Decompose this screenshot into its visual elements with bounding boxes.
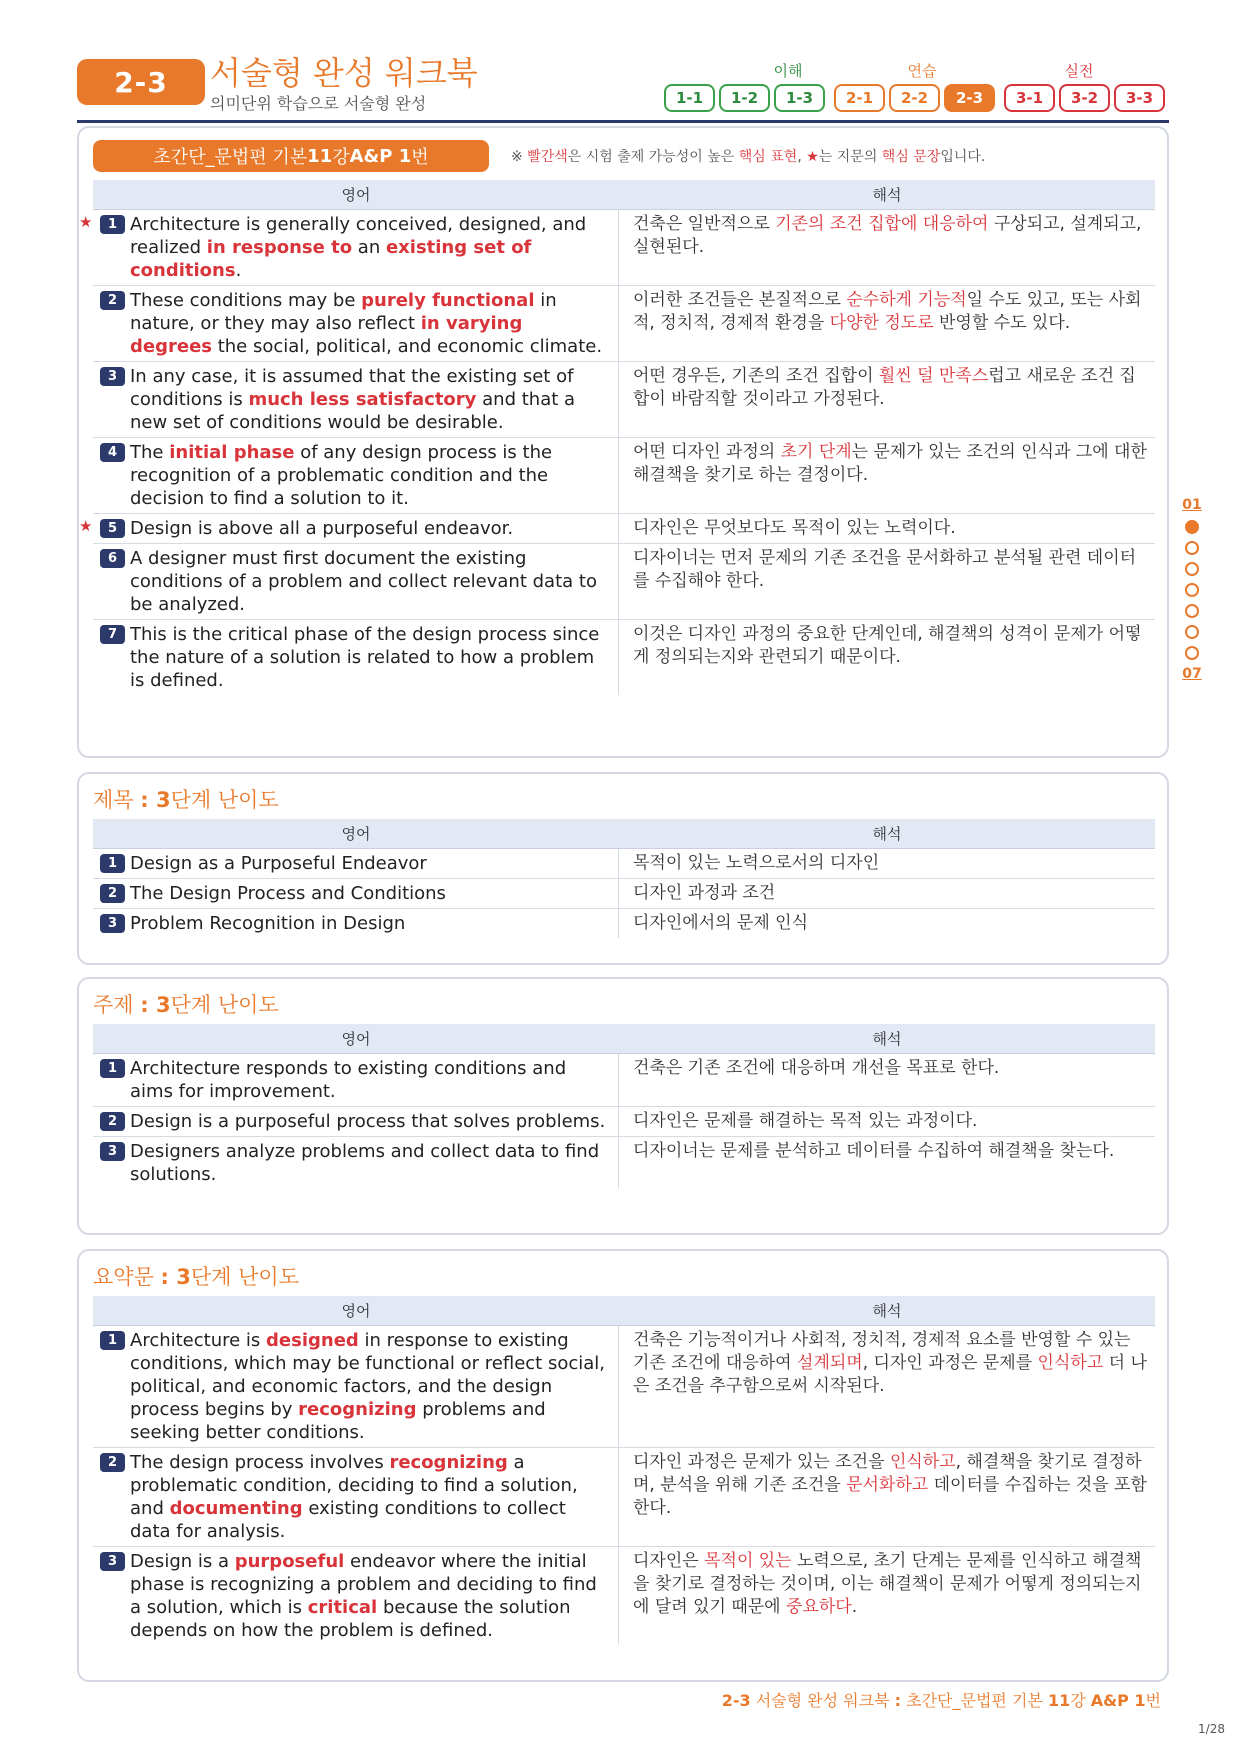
step-3-3[interactable]: 3-3	[1114, 84, 1165, 112]
key-expression: 다양한 정도로	[829, 313, 934, 333]
text-segment: Design is above all a purposeful endeavor.	[130, 518, 514, 539]
step-2-3[interactable]: 2-3	[944, 84, 995, 112]
progress-start-label: 01	[1182, 497, 1202, 513]
text-segment: an	[352, 237, 386, 258]
text-segment: The Design Process and Conditions	[130, 883, 446, 904]
title-rows	[93, 849, 1155, 938]
title-table	[93, 819, 1155, 938]
text-segment: 구상되고, 설계되고, 실현된다.	[633, 214, 1142, 257]
text-segment: .	[851, 1597, 858, 1617]
text-segment: 이것은 디자인 과정의 중요한 단계인데, 해결책의 성격이 문제가 어떻게 정의되는지와 관련되기 때문이다.	[633, 624, 1142, 667]
table-row	[93, 879, 1155, 909]
progress-dot[interactable]	[1185, 604, 1199, 618]
key-expression: existing set of conditions	[130, 237, 532, 281]
text-segment: In any case, it is assumed that the existing set of conditions is	[130, 366, 574, 410]
text-segment: .	[235, 260, 242, 281]
key-expression: in varying degrees	[130, 313, 523, 357]
lesson-tag: 초간단_문법편 기본 11 강 A&P 1 번	[93, 140, 489, 172]
section-title-summary: 요약문 : 3단계 난이도	[93, 1265, 299, 1289]
korean-translation	[619, 849, 1155, 878]
key-expression: recognizing	[298, 1399, 417, 1420]
column-header-english: 영어	[341, 1302, 371, 1320]
text-segment: 디자인은 무엇보다도 목적이 있는 노력이다.	[633, 518, 956, 538]
key-expression: in response to	[206, 237, 353, 258]
table-row	[79, 514, 1155, 544]
key-expression: recognizing	[389, 1452, 508, 1473]
korean-translation	[619, 1137, 1155, 1189]
text-segment: existing conditions to collect data for analysis.	[130, 1498, 566, 1542]
text-segment: The design process involves	[130, 1452, 390, 1473]
text-segment: These conditions may be	[130, 290, 362, 311]
text-segment: in response to existing conditions, which may be functional or reflect social, political, and economic factors, and the design process begins by	[130, 1330, 605, 1420]
key-expression: 중요하다	[786, 1597, 852, 1617]
text-segment: Designers analyze problems and collect data to find solutions.	[130, 1141, 600, 1185]
sentence-number-badge: 5	[100, 519, 125, 538]
key-expression: 훨씬 덜 만족스	[878, 366, 989, 386]
table-header	[93, 1296, 1155, 1326]
key-expression: 초기 단계	[780, 442, 852, 462]
text-segment: and that a new set of conditions would be desirable.	[130, 389, 576, 433]
column-header-translation: 해석	[872, 1030, 902, 1048]
summary-box	[77, 1249, 1169, 1682]
text-segment: The	[130, 442, 170, 463]
group-label-understand: 이해	[773, 62, 803, 80]
korean-translation	[619, 1547, 1155, 1645]
step-3-2[interactable]: 3-2	[1059, 84, 1110, 112]
text-segment: 디자인 과정과 조건	[633, 883, 776, 903]
page-number: 1/28	[1198, 1722, 1225, 1736]
text-segment: , 해결책을 찾기로 결정하며, 분석을 위해 기존 조건을	[633, 1452, 1142, 1495]
text-segment: the social, political, and economic climate.	[211, 336, 603, 357]
table-header	[93, 819, 1155, 849]
text-segment: because the solution depends on how the problem is defined.	[130, 1597, 571, 1641]
text-segment: Design is a	[130, 1551, 235, 1572]
text-segment: 이러한 조건들은 본질적으로	[633, 290, 847, 310]
text-segment: 건축은 기능적이거나 사회적, 정치적, 경제적 요소를 반영할 수 있는 기존 조건에 대응하여	[633, 1330, 1131, 1373]
text-segment: 럽고 새로운 조건 집합이 바람직할 것이라고 가정된다.	[633, 366, 1136, 409]
table-header	[93, 1024, 1155, 1054]
step-1-2[interactable]: 1-2	[719, 84, 770, 112]
column-header-english: 영어	[341, 825, 371, 843]
table-header	[93, 180, 1155, 210]
text-segment: 더 나은 조건을 추구함으로써 시작된다.	[633, 1353, 1147, 1396]
table-row	[93, 1054, 1155, 1107]
table-row	[93, 286, 1155, 362]
table-row	[93, 849, 1155, 879]
progress-end-label: 07	[1182, 666, 1202, 682]
passage-rows	[79, 210, 1155, 695]
key-expression: 문서화하고	[846, 1475, 929, 1495]
english-sentence	[93, 1137, 619, 1189]
key-expression: 설계되며	[797, 1353, 863, 1373]
text-segment: endeavor where the initial phase is recognizing a problem and deciding to find a solution, which is	[130, 1551, 597, 1618]
text-segment: problems and seeking better conditions.	[130, 1399, 546, 1443]
key-expression: initial phase	[169, 442, 295, 463]
table-row	[93, 1326, 1155, 1448]
sentence-number-badge: 3	[100, 914, 125, 933]
sentence-number-badge: 3	[100, 367, 125, 386]
text-segment: 반영할 수도 있다.	[933, 313, 1071, 333]
korean-translation	[619, 544, 1155, 619]
korean-translation	[619, 438, 1155, 513]
english-sentence	[93, 1326, 619, 1447]
step-2-2[interactable]: 2-2	[889, 84, 940, 112]
step-3-1[interactable]: 3-1	[1004, 84, 1055, 112]
text-segment: 디자이너는 문제를 분석하고 데이터를 수집하여 해결책을 찾는다.	[633, 1141, 1115, 1161]
english-sentence	[93, 1547, 619, 1645]
sentence-number-badge: 2	[100, 1112, 125, 1131]
key-expression: documenting	[169, 1498, 303, 1519]
korean-translation	[619, 1107, 1155, 1136]
sentence-progress	[1177, 497, 1207, 682]
text-segment: This is the critical phase of the design process since the nature of a solution is related to how a problem is defined.	[130, 624, 600, 691]
highlight-notice: ※ 빨간색은 시험 출제 가능성이 높은 핵심 표현, ★는 지문의 핵심 문장입니다.	[511, 149, 986, 165]
text-segment: 는 문제가 있는 조건의 인식과 그에 대한 해결책을 찾기로 하는 결정이다.	[633, 442, 1147, 485]
key-expression: purely functional	[361, 290, 535, 311]
page-title: 서술형 완성 워크북	[210, 54, 478, 92]
key-expression: 목적이 있는	[704, 1551, 792, 1571]
key-sentence-star-icon: ★	[79, 517, 93, 535]
text-segment: Design as a Purposeful Endeavor	[130, 853, 427, 874]
text-segment: Design is a purposeful process that solves problems.	[130, 1111, 606, 1132]
sentence-number-badge: 2	[100, 291, 125, 310]
english-sentence	[93, 620, 619, 695]
key-expression: 순수하게 기능적	[846, 290, 967, 310]
text-segment: 디자이너는 먼저 문제의 기존 조건을 문서화하고 분석될 관련 데이터를 수집해야 한다.	[633, 548, 1137, 591]
table-row	[93, 1448, 1155, 1547]
text-segment: 노력으로, 초기 단계는 문제를 인식하고 해결책을 찾기로 결정하는 것이며, 이는 해결책이 문제가 어떻게 정의되는지에 달려 있기 때문에	[633, 1551, 1142, 1617]
sentence-number-badge: 2	[100, 884, 125, 903]
text-segment: in nature, or they may also reflect	[130, 290, 557, 334]
passage-box	[77, 126, 1169, 758]
key-expression: 인식하고	[889, 1452, 956, 1472]
sentence-number-badge: 1	[100, 1059, 125, 1078]
korean-translation	[619, 1054, 1155, 1106]
column-header-english: 영어	[341, 186, 371, 204]
progress-dot[interactable]	[1185, 520, 1199, 534]
progress-dot[interactable]	[1185, 625, 1199, 639]
text-segment: Architecture is	[130, 1330, 267, 1351]
table-row	[93, 620, 1155, 695]
sentence-number-badge: 3	[100, 1142, 125, 1161]
text-segment: 데이터를 수집하는 것을 포함한다.	[633, 1475, 1147, 1518]
progress-dots	[1177, 520, 1207, 660]
text-segment: a problematic condition, deciding to find a solution, and	[130, 1452, 578, 1519]
english-sentence	[93, 879, 619, 908]
korean-translation	[619, 362, 1155, 437]
sentence-number-badge: 4	[100, 443, 125, 462]
korean-translation	[619, 210, 1155, 285]
group-label-real: 실전	[1064, 62, 1094, 80]
sentence-number-badge: 6	[100, 549, 125, 568]
lesson-code-badge: 2-3	[77, 59, 205, 105]
text-segment: 디자인은 문제를 해결하는 목적 있는 과정이다.	[633, 1111, 978, 1131]
english-sentence	[79, 514, 619, 543]
korean-translation	[619, 620, 1155, 695]
text-segment: 일 수도 있고, 또는 사회적, 정치적, 경제적 환경을	[633, 290, 1142, 333]
korean-translation	[619, 1448, 1155, 1546]
korean-translation	[619, 879, 1155, 908]
text-segment: of any design process is the recognition of a problematic condition and the decision to find a solution to it.	[130, 442, 553, 509]
key-expression: purposeful	[234, 1551, 345, 1572]
english-sentence	[93, 1107, 619, 1136]
sentence-number-badge: 1	[100, 854, 125, 873]
text-segment: Problem Recognition in Design	[130, 913, 406, 934]
text-segment: 목적이 있는 노력으로서의 디자인	[633, 853, 880, 873]
key-expression: critical	[307, 1597, 378, 1618]
key-sentence-star-icon: ★	[79, 213, 93, 231]
title-box	[77, 772, 1169, 965]
sentence-number-badge: 3	[100, 1552, 125, 1571]
table-row	[93, 362, 1155, 438]
column-header-translation: 해석	[872, 1302, 902, 1320]
english-sentence	[79, 210, 619, 285]
key-expression: much less satisfactory	[248, 389, 477, 410]
english-sentence	[93, 849, 619, 878]
sentence-number-badge: 2	[100, 1453, 125, 1472]
section-title-theme: 주제 : 3단계 난이도	[93, 993, 279, 1017]
text-segment: 건축은 기존 조건에 대응하며 개선을 목표로 한다.	[633, 1058, 1000, 1078]
summary-table	[93, 1296, 1155, 1645]
progress-dot[interactable]	[1185, 541, 1199, 555]
footer-caption: 2-3 서술형 완성 워크북 : 초간단_문법편 기본 11강 A&P 1번	[721, 1691, 1161, 1710]
table-row	[93, 909, 1155, 938]
text-segment: A designer must first document the existing conditions of a problem and collect relevant data to be analyzed.	[130, 548, 597, 615]
step-1-1[interactable]: 1-1	[664, 84, 715, 112]
progress-dot[interactable]	[1185, 583, 1199, 597]
key-expression: 인식하고	[1037, 1353, 1104, 1373]
header-divider	[77, 120, 1169, 123]
korean-translation	[619, 909, 1155, 938]
sentence-number-badge: 1	[100, 1331, 125, 1350]
english-sentence	[93, 909, 619, 938]
text-segment: , 디자인 과정은 문제를	[862, 1353, 1038, 1373]
english-sentence	[93, 362, 619, 437]
key-expression: 기존의 조건 집합에 대응하여	[775, 214, 989, 234]
table-row	[79, 210, 1155, 286]
passage-table	[79, 180, 1155, 695]
korean-translation	[619, 286, 1155, 361]
column-header-translation: 해석	[872, 186, 902, 204]
text-segment: 디자인에서의 문제 인식	[633, 913, 809, 933]
text-segment: 어떤 디자인 과정의	[633, 442, 781, 462]
korean-translation	[619, 514, 1155, 543]
table-row	[93, 1107, 1155, 1137]
progress-dot[interactable]	[1185, 646, 1199, 660]
summary-rows	[93, 1326, 1155, 1645]
sentence-number-badge: 7	[100, 625, 125, 644]
table-row	[93, 1137, 1155, 1189]
theme-box	[77, 977, 1169, 1235]
text-segment: Architecture responds to existing conditions and aims for improvement.	[130, 1058, 567, 1102]
column-header-english: 영어	[341, 1030, 371, 1048]
step-1-3[interactable]: 1-3	[774, 84, 825, 112]
key-expression: designed	[266, 1330, 359, 1351]
english-sentence	[93, 1448, 619, 1546]
table-row	[93, 1547, 1155, 1645]
step-2-1[interactable]: 2-1	[834, 84, 885, 112]
text-segment: 어떤 경우든, 기존의 조건 집합이	[633, 366, 879, 386]
korean-translation	[619, 1326, 1155, 1447]
section-title-title: 제목 : 3단계 난이도	[93, 788, 279, 812]
english-sentence	[93, 286, 619, 361]
theme-rows	[93, 1054, 1155, 1189]
english-sentence	[93, 1054, 619, 1106]
progress-dot[interactable]	[1185, 562, 1199, 576]
text-segment: 디자인은	[633, 1551, 705, 1571]
column-header-translation: 해석	[872, 825, 902, 843]
table-row	[93, 544, 1155, 620]
english-sentence	[93, 438, 619, 513]
text-segment: 건축은 일반적으로	[633, 214, 776, 234]
theme-table	[93, 1024, 1155, 1189]
table-row	[93, 438, 1155, 514]
english-sentence	[93, 544, 619, 619]
text-segment: Architecture is generally conceived, designed, and realized	[130, 214, 587, 258]
sentence-number-badge: 1	[100, 215, 125, 234]
text-segment: 디자인 과정은 문제가 있는 조건을	[633, 1452, 890, 1472]
page-subtitle: 의미단위 학습으로 서술형 완성	[210, 94, 427, 113]
group-label-practice: 연습	[907, 62, 937, 80]
